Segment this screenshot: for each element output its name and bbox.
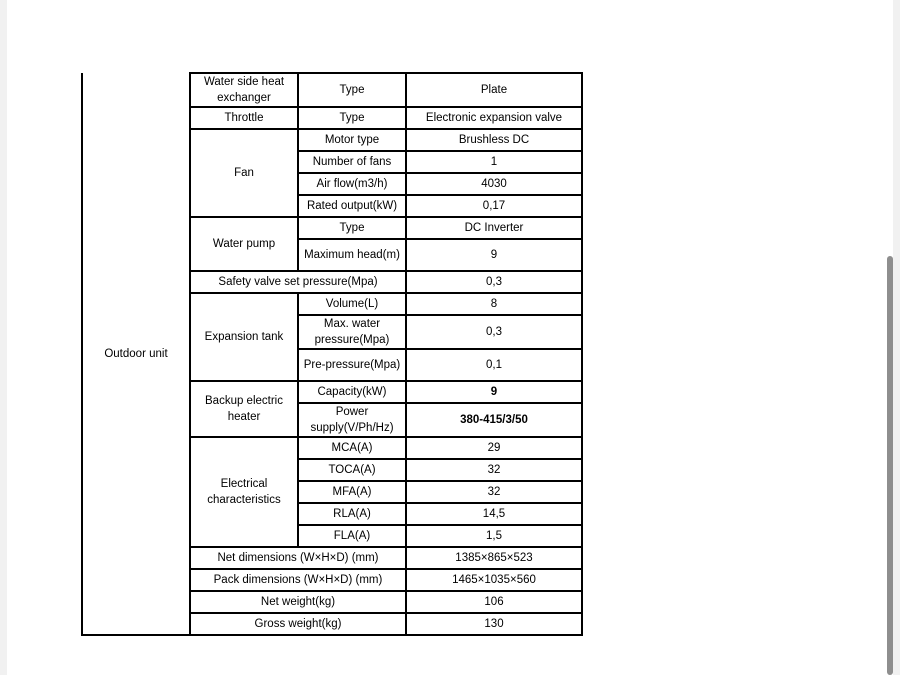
category-cell: Pack dimensions (W×H×D) (mm) [190,569,406,591]
param-cell: Power supply(V/Ph/Hz) [298,403,406,437]
category-cell: Expansion tank [190,293,298,381]
value-cell: 4030 [406,173,582,195]
param-cell: Type [298,107,406,129]
value-cell: Plate [406,73,582,107]
param-cell: Type [298,217,406,239]
value-cell: 14,5 [406,503,582,525]
value-cell: 9 [406,381,582,403]
category-cell: Fan [190,129,298,217]
param-cell: Maximum head(m) [298,239,406,271]
category-cell: Electrical characteristics [190,437,298,547]
value-cell: 9 [406,239,582,271]
param-cell: Capacity(kW) [298,381,406,403]
value-cell: 8 [406,293,582,315]
value-cell: 0,3 [406,271,582,293]
value-cell: 130 [406,613,582,635]
category-cell: Water pump [190,217,298,271]
param-cell: MCA(A) [298,437,406,459]
param-cell: Volume(L) [298,293,406,315]
param-cell: MFA(A) [298,481,406,503]
category-cell: Throttle [190,107,298,129]
category-cell: Water side heat exchanger [190,73,298,107]
value-cell: 1385×865×523 [406,547,582,569]
param-cell: Number of fans [298,151,406,173]
category-cell: Safety valve set pressure(Mpa) [190,271,406,293]
value-cell: 0,3 [406,315,582,349]
value-cell: DC Inverter [406,217,582,239]
category-cell: Net weight(kg) [190,591,406,613]
category-cell: Backup electric heater [190,381,298,437]
table-row [82,73,582,107]
param-cell: RLA(A) [298,503,406,525]
value-cell: 106 [406,591,582,613]
value-cell: 29 [406,437,582,459]
value-cell: 0,1 [406,349,582,381]
param-cell: TOCA(A) [298,459,406,481]
value-cell: 32 [406,481,582,503]
param-cell: Rated output(kW) [298,195,406,217]
spec-table [81,72,583,636]
value-cell: 32 [406,459,582,481]
param-cell: Motor type [298,129,406,151]
scrollbar-thumb[interactable] [887,256,893,675]
value-cell: 1465×1035×560 [406,569,582,591]
param-cell: Pre-pressure(Mpa) [298,349,406,381]
value-cell: Brushless DC [406,129,582,151]
param-cell: FLA(A) [298,525,406,547]
value-cell: Electronic expansion valve [406,107,582,129]
value-cell: 0,17 [406,195,582,217]
category-cell: Gross weight(kg) [190,613,406,635]
group-label-cell: Outdoor unit [82,73,190,635]
value-cell: 1,5 [406,525,582,547]
value-cell: 380-415/3/50 [406,403,582,437]
category-cell: Net dimensions (W×H×D) (mm) [190,547,406,569]
param-cell: Type [298,73,406,107]
param-cell: Max. water pressure(Mpa) [298,315,406,349]
value-cell: 1 [406,151,582,173]
param-cell: Air flow(m3/h) [298,173,406,195]
